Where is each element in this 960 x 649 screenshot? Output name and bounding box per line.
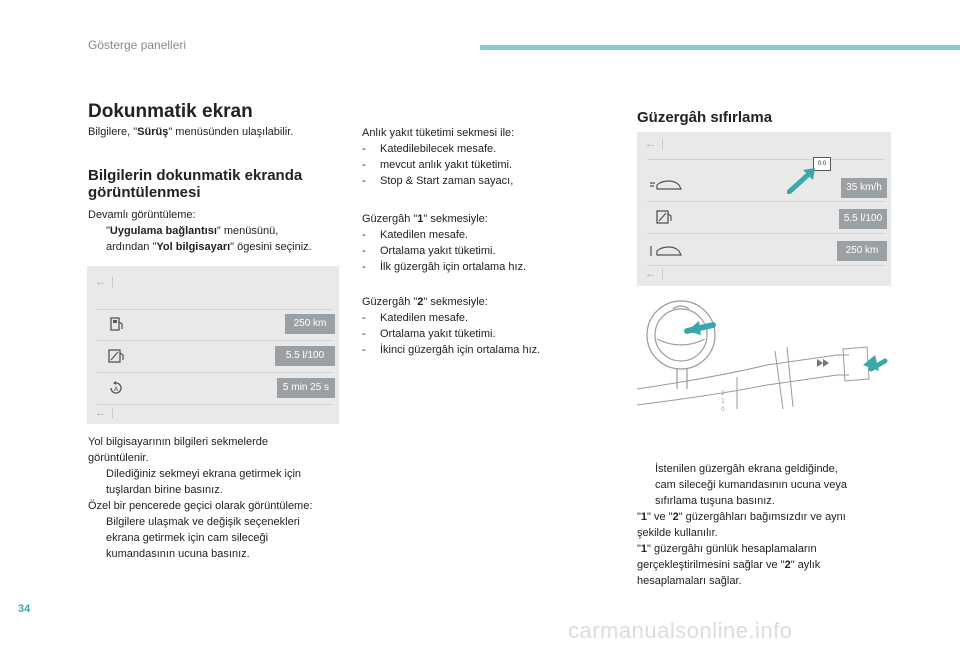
back-arrow-icon: ← — [645, 268, 656, 280]
bullet-glyph — [88, 514, 106, 562]
bullet-line: tuşlardan birine basınız. — [106, 484, 223, 496]
dash-bullet: - — [362, 245, 366, 257]
menu-text: " menüsünü, — [216, 225, 279, 237]
fuel-range-icon — [109, 316, 125, 332]
text: " aylık — [790, 559, 821, 571]
intro-post: " menüsünden ulaşılabilir. — [168, 126, 294, 138]
trip-number: 1 — [640, 511, 648, 523]
menu-name-bold: Uygulama bağlantısı — [109, 225, 217, 237]
bullet-text — [106, 514, 300, 562]
trip-reset-screen — [637, 132, 891, 286]
row-divider — [97, 404, 333, 405]
sub-heading — [88, 167, 302, 201]
page-number: 34 — [18, 603, 31, 615]
dash-bullet: - — [362, 344, 366, 356]
average-speed-value: 35 km/h — [841, 178, 887, 198]
para-line: Özel bir pencerede geçici olarak görüntüleme: — [88, 500, 313, 512]
trip-number: 2 — [417, 296, 424, 308]
bullet-glyph — [88, 466, 106, 498]
reset-heading: Güzergâh sıfırlama — [637, 109, 773, 126]
dash-bullet: - — [362, 328, 366, 340]
row-divider — [97, 372, 333, 373]
distance-icon — [649, 244, 683, 258]
bullet-glyph — [88, 223, 106, 255]
instant-consumption-block — [362, 125, 602, 189]
bullet-text — [106, 466, 301, 498]
para-line: hesaplamaları sağlar. — [637, 575, 742, 587]
sub-heading-line-1: Bilgilerin dokunmatik ekranda — [88, 167, 303, 184]
consumption-value: 5.5 l/100 — [839, 209, 887, 229]
back-arrow-icon: ← — [645, 138, 656, 150]
trip-usage-line — [637, 541, 907, 557]
dash-bullet: - — [362, 143, 366, 155]
bullet-line: cam sileceği kumandasının ucuna veya — [655, 479, 847, 491]
para-line: Yol bilgisayarının bilgileri sekmelerde — [88, 436, 268, 448]
trip-independence-line — [637, 509, 907, 525]
list-item — [362, 227, 602, 243]
list-item-text: Katedilebilecek mesafe. — [380, 143, 497, 155]
page-title: Dokunmatik ekran — [88, 101, 253, 122]
list-item-text: Stop & Start zaman sayacı, — [380, 175, 514, 187]
watermark: carmanualsonline.info — [568, 618, 793, 643]
divider-mark: | — [111, 276, 114, 288]
continuous-display-block — [88, 207, 348, 255]
tab-info-block — [88, 434, 348, 562]
bullet-item — [88, 466, 348, 498]
stop-start-value: 5 min 25 s — [277, 378, 335, 398]
list-item-text: Katedilen mesafe. — [380, 312, 469, 324]
row-divider — [647, 201, 885, 202]
quote: " — [637, 511, 641, 523]
reset-instructions — [637, 461, 907, 589]
bullet-item — [88, 514, 348, 562]
trip-number: 1 — [417, 213, 424, 225]
dash-bullet: - — [362, 261, 366, 273]
bullet-glyph — [637, 461, 655, 509]
back-arrow-icon: ← — [95, 407, 106, 419]
stop-start-timer-icon — [108, 379, 124, 395]
trip-usage-line-2 — [637, 557, 907, 573]
trip-1-block — [362, 211, 602, 275]
text: " ve " — [647, 511, 673, 523]
row-divider — [647, 265, 885, 266]
bullet-line: ekrana getirmek için cam sileceği — [106, 532, 269, 544]
item-name-bold: Yol bilgisayarı — [156, 241, 231, 253]
divider-mark: | — [661, 138, 664, 150]
bullet-line: sıfırlama tuşuna basınız. — [655, 495, 775, 507]
trip-number: 2 — [672, 511, 679, 523]
menu-text-3: " ögesini seçiniz. — [230, 241, 312, 253]
trip-number: 2 — [784, 559, 791, 571]
pointer-arrow-icon — [787, 168, 819, 194]
row-divider — [647, 233, 885, 234]
trip-computer-screen — [87, 266, 339, 424]
text: gerçekleştirilmesini sağlar ve " — [637, 559, 785, 571]
continuous-bullet-text — [106, 223, 312, 255]
bullet-line: İstenilen güzergâh ekrana geldiğinde, — [655, 463, 838, 475]
fuel-consumption-icon — [107, 348, 125, 364]
text: " güzergâhları bağımsızdır ve aynı — [678, 511, 846, 523]
reset-button-icon[interactable]: 0.0 — [813, 157, 831, 171]
fuel-consumption-icon — [655, 209, 673, 225]
list-item-text: mevcut anlık yakıt tüketimi. — [380, 159, 513, 171]
bullet-line: Dilediğiniz sekmeyi ekrana getirmek için — [106, 468, 302, 480]
svg-text:1: 1 — [721, 398, 725, 405]
divider-mark: | — [661, 268, 664, 280]
list-item — [362, 243, 602, 259]
list-item — [362, 141, 602, 157]
row-divider — [97, 309, 333, 310]
quote: " — [637, 543, 641, 555]
list-item — [362, 259, 602, 275]
intro-pre: Bilgilere, " — [88, 126, 138, 138]
text: " güzergâhı günlük hesaplamaların — [647, 543, 817, 555]
list-item — [362, 157, 602, 173]
distance-value: 250 km — [837, 241, 887, 261]
list-item-text: İlk güzergâh için ortalama hız. — [380, 261, 527, 273]
intro-bold: Sürüş — [137, 126, 169, 138]
average-speed-icon — [649, 178, 683, 192]
list-item-text: Katedilen mesafe. — [380, 229, 469, 241]
continuous-bullet — [88, 223, 348, 255]
bullet-item — [637, 461, 907, 509]
title-post: " sekmesiyle: — [423, 213, 488, 225]
bullet-text — [655, 461, 847, 509]
bullet-line: Bilgilere ulaşmak ve değişik seçenekleri — [106, 516, 300, 528]
svg-text:A: A — [114, 386, 119, 393]
continuous-label: Devamlı görüntüleme: — [88, 209, 196, 221]
header-accent-bar — [480, 45, 960, 50]
row-divider — [97, 340, 333, 341]
range-value: 250 km — [285, 314, 335, 334]
svg-text:2: 2 — [721, 390, 725, 397]
para-line: şekilde kullanılır. — [637, 527, 718, 539]
title-pre: Güzergâh " — [362, 296, 418, 308]
title-post: " sekmesiyle: — [423, 296, 488, 308]
list-item — [362, 173, 602, 189]
group-title — [362, 294, 602, 310]
dash-bullet: - — [362, 175, 366, 187]
sub-heading-line-2: görüntülenmesi — [88, 184, 201, 201]
group-title — [362, 211, 602, 227]
quote: " — [106, 225, 110, 237]
divider-mark: | — [111, 407, 114, 419]
para-line: görüntülenir. — [88, 452, 149, 464]
intro-text — [88, 124, 293, 140]
list-item — [362, 310, 602, 326]
trip-2-block — [362, 294, 602, 358]
dash-bullet: - — [362, 312, 366, 324]
svg-text:0: 0 — [721, 406, 725, 413]
title-pre: Güzergâh " — [362, 213, 418, 225]
wiper-stalk-illustration — [637, 299, 891, 434]
group-title: Anlık yakıt tüketimi sekmesi ile: — [362, 127, 515, 139]
list-item — [362, 342, 602, 358]
dash-bullet: - — [362, 229, 366, 241]
section-title: Gösterge panelleri — [88, 38, 187, 52]
dash-bullet: - — [362, 159, 366, 171]
list-item-text: İkinci güzergâh için ortalama hız. — [380, 344, 541, 356]
consumption-value: 5.5 l/100 — [275, 346, 335, 366]
bullet-line: kumandasının ucuna basınız. — [106, 548, 250, 560]
list-item-text: Ortalama yakıt tüketimi. — [380, 245, 496, 257]
list-item — [362, 326, 602, 342]
menu-text-2: ardından " — [106, 241, 157, 253]
row-divider — [647, 159, 885, 160]
back-arrow-icon: ← — [95, 276, 106, 288]
list-item-text: Ortalama yakıt tüketimi. — [380, 328, 496, 340]
trip-number: 1 — [640, 543, 648, 555]
